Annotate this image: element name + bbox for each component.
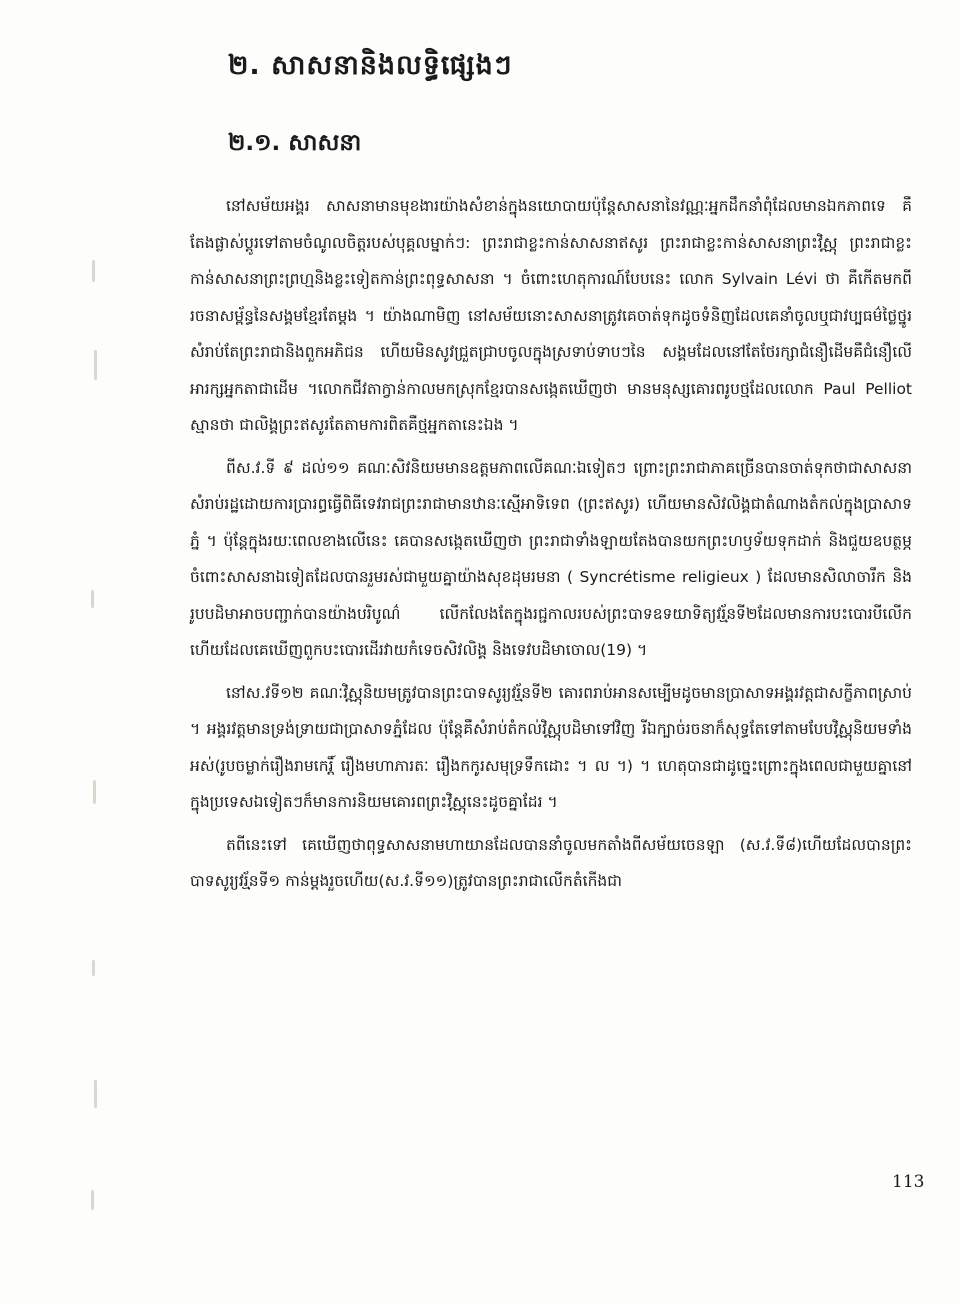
page-content (190, 40, 912, 900)
page-edge-marks (88, 260, 102, 1220)
paragraph-vaishnavism: នៅស.វទី១២ គណៈវិស្ណុនិយមត្រូវបានព្រះបាទសូរ្យវរ្ម័នទី២ គោរពរាប់អានសម្បើមដូចមានប្រាសាទអង្គរវត្តជាសក្ខីភាពស្រាប់ ។ អង្គរវត្តមានទ្រង់ទ្រាយជាប្រាសាទភ្នំដែល ប៉ុន្តែគឺសំរាប់តំកល់វិស្ណុបដិមាទៅវិញ រីឯក្បាច់រចនាក៏សុទ្ធតែទៅតាមបែបវិស្ណុនិយមទាំងអស់(រូបចម្លាក់រឿងរាមកេរ្តិ៍ រឿងមហាភារតៈ រឿងកកូរសមុទ្រទឹកដោះ ។ ល ។) ។ ហេតុបានជាដូច្នេះព្រោះក្នុងពេលជាមួយគ្នានៅក្នុងប្រទេសឯទៀតៗក៏មានការនិយមគោរពព្រះវិស្ណុនេះដូចគ្នាដែរ ។ (190, 683, 912, 811)
paragraph-mahayana: តពីនេះទៅ គេឃើញថាពុទ្ធសាសនាមហាយានដែលបាននាំចូលមកតាំងពីសម័យចេនឡា (ស.វ.ទី៨)ហើយដែលបានព្រះបាទសូរ្យវរ្ម័នទី១ កាន់ម្តងរួចហើយ(ស.វ.ទី១១)ត្រូវបានព្រះរាជាលើកតំកើងជា (190, 835, 912, 890)
paragraph-shaivism: ពីស.វ.ទី ៩ ដល់១១ គណៈសិវនិយមមានឧត្តមភាពលើគណៈឯទៀតៗ ព្រោះព្រះរាជាភាគច្រើនបានចាត់ទុកថាជាសាសនាសំរាប់រដ្ឋដោយការប្រារព្ធធ្វើពិធីទេវរាជព្រះរាជាមានឋានៈស្មើអាទិទេព (ព្រះឥសូរ) ហើយមានសិវលិង្គជាតំណាងតំកល់ក្នុងប្រាសាទភ្នំ ។ ប៉ុន្តែក្នុងរយៈពេលខាងលើនេះ គេបានសង្កេតឃើញថា ព្រះរាជាទាំងឡាយតែងបានយកព្រះហឫទ័យទុកដាក់ និងជួយឧបត្ថម្ភចំពោះសាសនាឯទៀតដែលបានរួមរស់ជាមួយគ្នាយ៉ាងសុខដុមរមនា ( Syncrétisme religieux ) ដែលមានសិលាចារឹក និង រូបបដិមាអាចបញ្ជាក់បានយ៉ាងបរិបូណ៌ លើកលែងតែក្នុងរជ្ជកាលរបស់ព្រះបាទឧទយាទិត្យវរ្ម័នទី២ដែលមានការបះបោរបីលើក ហើយដែលគេឃើញពួកបះបោរដើរវាយកំទេចសិវលិង្គ និងទេវបដិមាចោល(19) ។ (190, 458, 912, 659)
paragraph-angkor-religion: នៅសម័យអង្គរ សាសនាមានមុខងារយ៉ាងសំខាន់ក្នុងនយោបាយប៉ុន្តែសាសនានៃវណ្ណៈអ្នកដឹកនាំពុំដែលមានឯកភាពទេ គឺតែងផ្លាស់ប្តូរទៅតាមចំណូលចិត្តរបស់បុគ្គលម្នាក់ៗ: ព្រះរាជាខ្លះកាន់សាសនាឥសូរ ព្រះរាជាខ្លះកាន់សាសនាព្រះវិស្ណុ ព្រះរាជាខ្លះកាន់សាសនាព្រះព្រហ្មនិងខ្លះទៀតកាន់ព្រះពុទ្ធសាសនា ។ ចំពោះហេតុការណ៍បែបនេះ លោក Sylvain Lévi ថា គឺកើតមកពីរចនាសម្ព័ន្ធនៃសង្គមខ្មែរតែម្តង ។ យ៉ាងណាមិញ នៅសម័យនោះសាសនាត្រូវគេចាត់ទុកដូចទំនិញដែលគេនាំចូលឬជាវប្បធម៌ថ្លៃថ្នូរសំរាប់តែព្រះរាជានិងពួកអភិជន ហើយមិនសូវជ្រួតជ្រាបចូលក្នុងស្រទាប់ទាបៗនៃ សង្គមដែលនៅតែថែរក្សាជំនឿដើមគឺជំនឿលើអារក្សអ្នកតាជាដើម ។លោកជីវតាក្វាន់កាលមកស្រុកខ្មែរបានសង្កេតឃើញថា មានមនុស្សគោរពរូបថ្មដែលលោក Paul Pelliot ស្មានថា ជាលិង្គព្រះឥសូរតែតាមការពិតគឺថ្មអ្នកតានេះឯង ។ (190, 197, 912, 434)
section-heading: ២.១. សាសនា (228, 130, 362, 156)
page-number: 113 (892, 1172, 925, 1192)
chapter-heading: ២. សាសនានិងលទ្ធិផ្សេងៗ (228, 50, 513, 81)
